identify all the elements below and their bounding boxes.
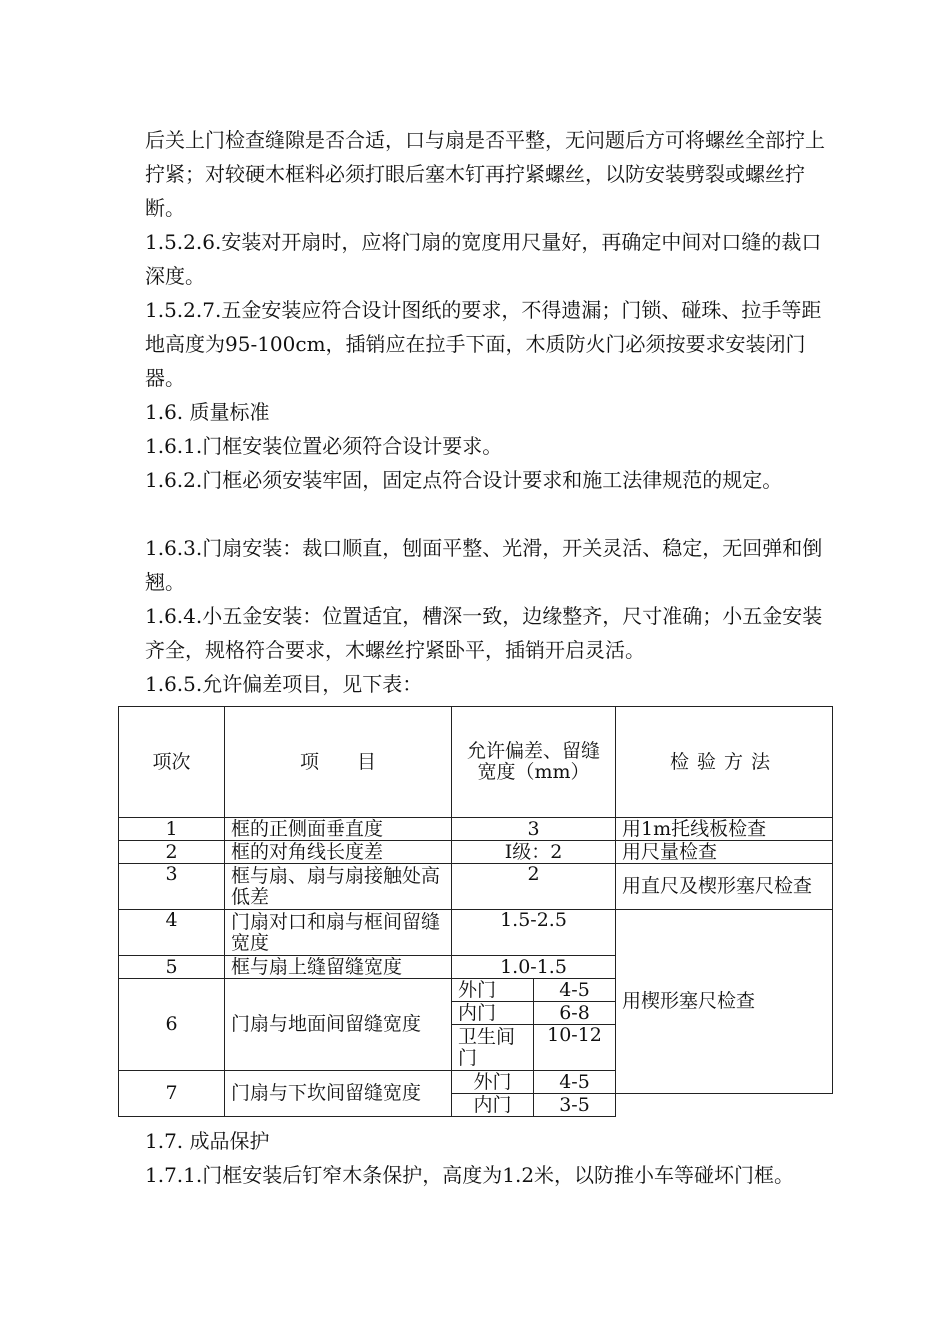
table-row bbox=[119, 864, 833, 910]
row-index: 5 bbox=[119, 956, 225, 979]
sub-label: 外门 bbox=[452, 979, 534, 1002]
row-index: 1 bbox=[119, 818, 225, 841]
sub-label: 内门 bbox=[452, 1094, 534, 1117]
sub-value: 10-12 bbox=[534, 1025, 616, 1071]
sub-label: 卫生间门 bbox=[452, 1025, 534, 1071]
paragraph-1-6-3: 1.6.3.门扇安装：裁口顺直，刨面平整、光滑，开关灵活、稳定，无回弹和倒翘。 bbox=[145, 536, 823, 594]
paragraph-1-6-2: 1.6.2.门框必须安装牢固，固定点符合设计要求和施工法律规范的规定。 bbox=[145, 468, 783, 492]
row-value: 1.5-2.5 bbox=[452, 910, 616, 956]
row-value: 2 bbox=[452, 864, 616, 910]
sub-value: 4-5 bbox=[534, 1071, 616, 1094]
row-value: 1.0-1.5 bbox=[452, 956, 616, 979]
row-value: Ⅰ级：2 bbox=[452, 841, 616, 864]
sub-value: 4-5 bbox=[534, 979, 616, 1002]
tolerance-table bbox=[118, 706, 833, 1117]
row-index: 2 bbox=[119, 841, 225, 864]
table-row bbox=[119, 818, 833, 841]
row-item: 框的正侧面垂直度 bbox=[225, 818, 452, 841]
sub-value: 3-5 bbox=[534, 1094, 616, 1117]
merged-method-cell: 用楔形塞尺检查 bbox=[616, 910, 833, 1094]
sub-label: 外门 bbox=[452, 1071, 534, 1094]
row-item: 门扇对口和扇与框间留缝宽度 bbox=[225, 910, 452, 956]
header-item: 项 目 bbox=[225, 707, 452, 818]
row-method: 用直尺及楔形塞尺检查 bbox=[616, 864, 833, 910]
row-item: 框与扇、扇与扇接触处高低差 bbox=[225, 864, 452, 910]
row-index: 6 bbox=[119, 979, 225, 1071]
row-method: 用尺量检查 bbox=[616, 841, 833, 864]
table-row bbox=[119, 910, 833, 956]
row-method: 用1m托线板检查 bbox=[616, 818, 833, 841]
sub-label: 内门 bbox=[452, 1002, 534, 1025]
row-item: 框与扇上缝留缝宽度 bbox=[225, 956, 452, 979]
sub-value: 6-8 bbox=[534, 1002, 616, 1025]
paragraph-1-6-1: 1.6.1.门框安装位置必须符合设计要求。 bbox=[145, 434, 503, 458]
table-row bbox=[119, 841, 833, 864]
row-item: 门扇与下坎间留缝宽度 bbox=[225, 1071, 452, 1117]
row-index: 7 bbox=[119, 1071, 225, 1117]
row-value: 3 bbox=[452, 818, 616, 841]
header-tolerance: 允许偏差、留缝宽度（mm） bbox=[452, 707, 616, 818]
paragraph-1-5-2-7: 1.5.2.7.五金安装应符合设计图纸的要求，不得遗漏；门锁、碰珠、拉手等距地高度为95-100cm，插销应在拉手下面，木质防火门必须按要求安装闭门器。 bbox=[145, 298, 822, 390]
heading-1-7: 1.7. 成品保护 bbox=[145, 1129, 270, 1153]
paragraph-1-5-2-6: 1.5.2.6.安装对开扇时，应将门扇的宽度用尺量好，再确定中间对口缝的裁口深度。 bbox=[145, 230, 822, 288]
row-item: 框的对角线长度差 bbox=[225, 841, 452, 864]
header-index: 项次 bbox=[119, 707, 225, 818]
paragraph-1-6-5: 1.6.5.允许偏差项目，见下表： bbox=[145, 672, 423, 696]
row-index: 3 bbox=[119, 864, 225, 910]
heading-1-6: 1.6. 质量标准 bbox=[145, 400, 270, 424]
header-method: 检验方法 bbox=[616, 707, 833, 818]
paragraph-1-6-4: 1.6.4.小五金安装：位置适宜，槽深一致，边缘整齐，尺寸准确；小五金安装齐全，规格符合要求，木螺丝拧紧卧平，插销开启灵活。 bbox=[145, 604, 823, 662]
paragraph-1-7-1: 1.7.1.门框安装后钉窄木条保护，高度为1.2米，以防推小车等碰坏门框。 bbox=[145, 1163, 795, 1187]
table-header-row bbox=[119, 707, 833, 818]
row-item: 门扇与地面间留缝宽度 bbox=[225, 979, 452, 1071]
paragraph-continuation: 后关上门检查缝隙是否合适，口与扇是否平整，无问题后方可将螺丝全部拧上拧紧；对较硬木框料必须打眼后塞木钉再拧紧螺丝，以防安装劈裂或螺丝拧断。 bbox=[145, 128, 825, 220]
row-index: 4 bbox=[119, 910, 225, 956]
